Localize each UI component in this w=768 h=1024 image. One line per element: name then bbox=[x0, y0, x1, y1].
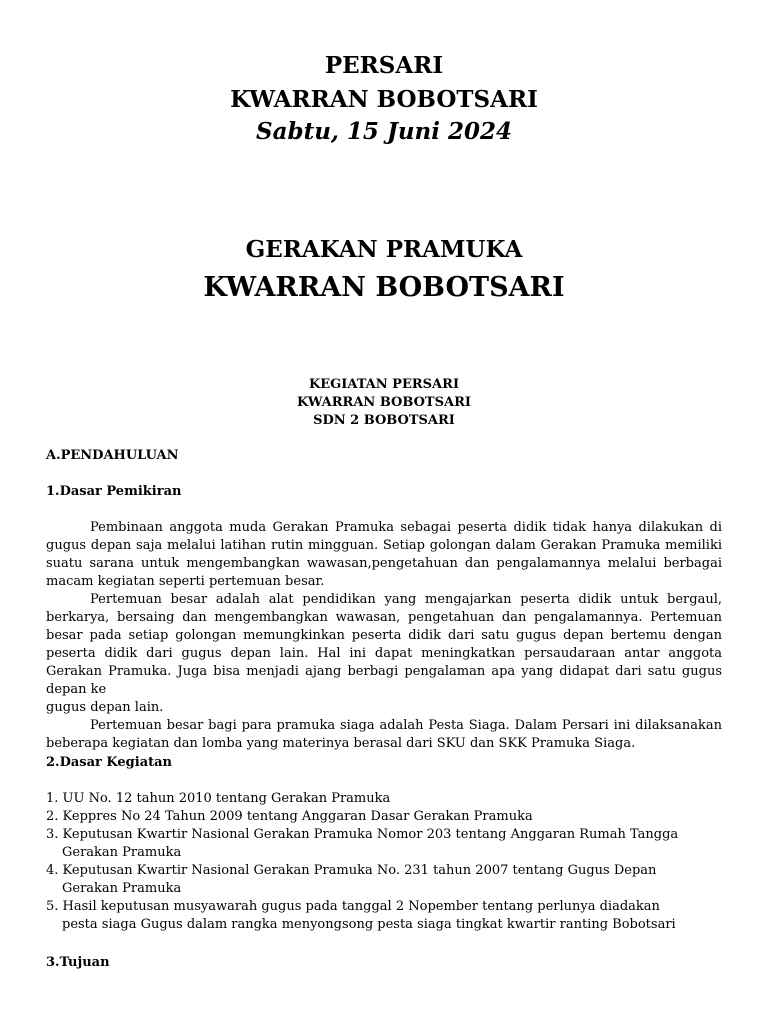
org-title-kwarran: KWARRAN BOBOTSARI bbox=[203, 272, 565, 303]
paragraph-2: Pertemuan besar adalah alat pendidikan yang mengajarkan peserta didik untuk bergaul, berkarya, bersaing dan mengembangkan wawasan, pengetahuan dan pengalamannya. Pertemuan besar pada setiap golongan memungkinkan peserta didik dari satu gugus depan bertemu dengan peserta didik dari gugus depan lain. Hal ini dapat meningkatkan persaudaraan antar anggota Gerakan Pramuka. Juga bisa menjadi ajang berbagi pengalaman apa yang didapat dari satu gugus depan ke bbox=[46, 592, 722, 697]
section-heading-dasar-pemikiran: 1.Dasar Pemikiran bbox=[46, 484, 182, 499]
dasar-pemikiran-body bbox=[46, 519, 722, 753]
list-item-continuation: Gerakan Pramuka bbox=[62, 845, 182, 860]
list-item: 2. Keppres No 24 Tahun 2009 tentang Anggaran Dasar Gerakan Pramuka bbox=[46, 809, 533, 824]
dasar-kegiatan-list bbox=[46, 790, 722, 934]
paragraph-1: Pembinaan anggota muda Gerakan Pramuka sebagai peserta didik tidak hanya dilakukan di gugus depan saja melalui latihan rutin mingguan. Setiap golongan dalam Gerakan Pramuka memiliki suatu sarana untuk mengembangkan wawasan,pengetahuan dan pengalamannya melalui berbagai macam kegiatan seperti pertemuan besar. bbox=[46, 520, 722, 589]
section-heading-dasar-kegiatan: 2.Dasar Kegiatan bbox=[46, 755, 173, 770]
paragraph-3: Pertemuan besar bagi para pramuka siaga adalah Pesta Siaga. Dalam Persari ini dilaksanakan beberapa kegiatan dan lomba yang materinya berasal dari SKU dan SKK Pramuka Siaga. bbox=[46, 718, 722, 751]
subtitle-kwarran: KWARRAN BOBOTSARI bbox=[297, 395, 471, 410]
section-heading-tujuan: 3.Tujuan bbox=[46, 955, 110, 970]
list-item: 4. Keputusan Kwartir Nasional Gerakan Pramuka No. 231 tahun 2007 tentang Gugus Depan bbox=[46, 863, 657, 878]
list-item-continuation: Gerakan Pramuka bbox=[62, 881, 182, 896]
org-title-gerakan-pramuka: GERAKAN PRAMUKA bbox=[245, 236, 523, 263]
cover-title-persari: PERSARI bbox=[324, 52, 444, 79]
list-item: 3. Keputusan Kwartir Nasional Gerakan Pramuka Nomor 203 tentang Anggaran Rumah Tangga bbox=[46, 827, 679, 842]
section-heading-pendahuluan: A.PENDAHULUAN bbox=[46, 448, 179, 463]
list-item: 5. Hasil keputusan musyawarah gugus pada tanggal 2 Nopember tentang perlunya diadakan bbox=[46, 899, 660, 914]
subtitle-kegiatan: KEGIATAN PERSARI bbox=[308, 377, 460, 392]
cover-title-kwarran: KWARRAN BOBOTSARI bbox=[230, 86, 538, 113]
cover-date: Sabtu, 15 Juni 2024 bbox=[255, 118, 513, 145]
list-item: 1. UU No. 12 tahun 2010 tentang Gerakan Pramuka bbox=[46, 791, 391, 806]
paragraph-2-end: gugus depan lain. bbox=[46, 700, 164, 715]
list-item-continuation: pesta siaga Gugus dalam rangka menyongsong pesta siaga tingkat kwartir ranting Bobotsari bbox=[62, 917, 676, 932]
subtitle-school: SDN 2 BOBOTSARI bbox=[313, 413, 455, 428]
